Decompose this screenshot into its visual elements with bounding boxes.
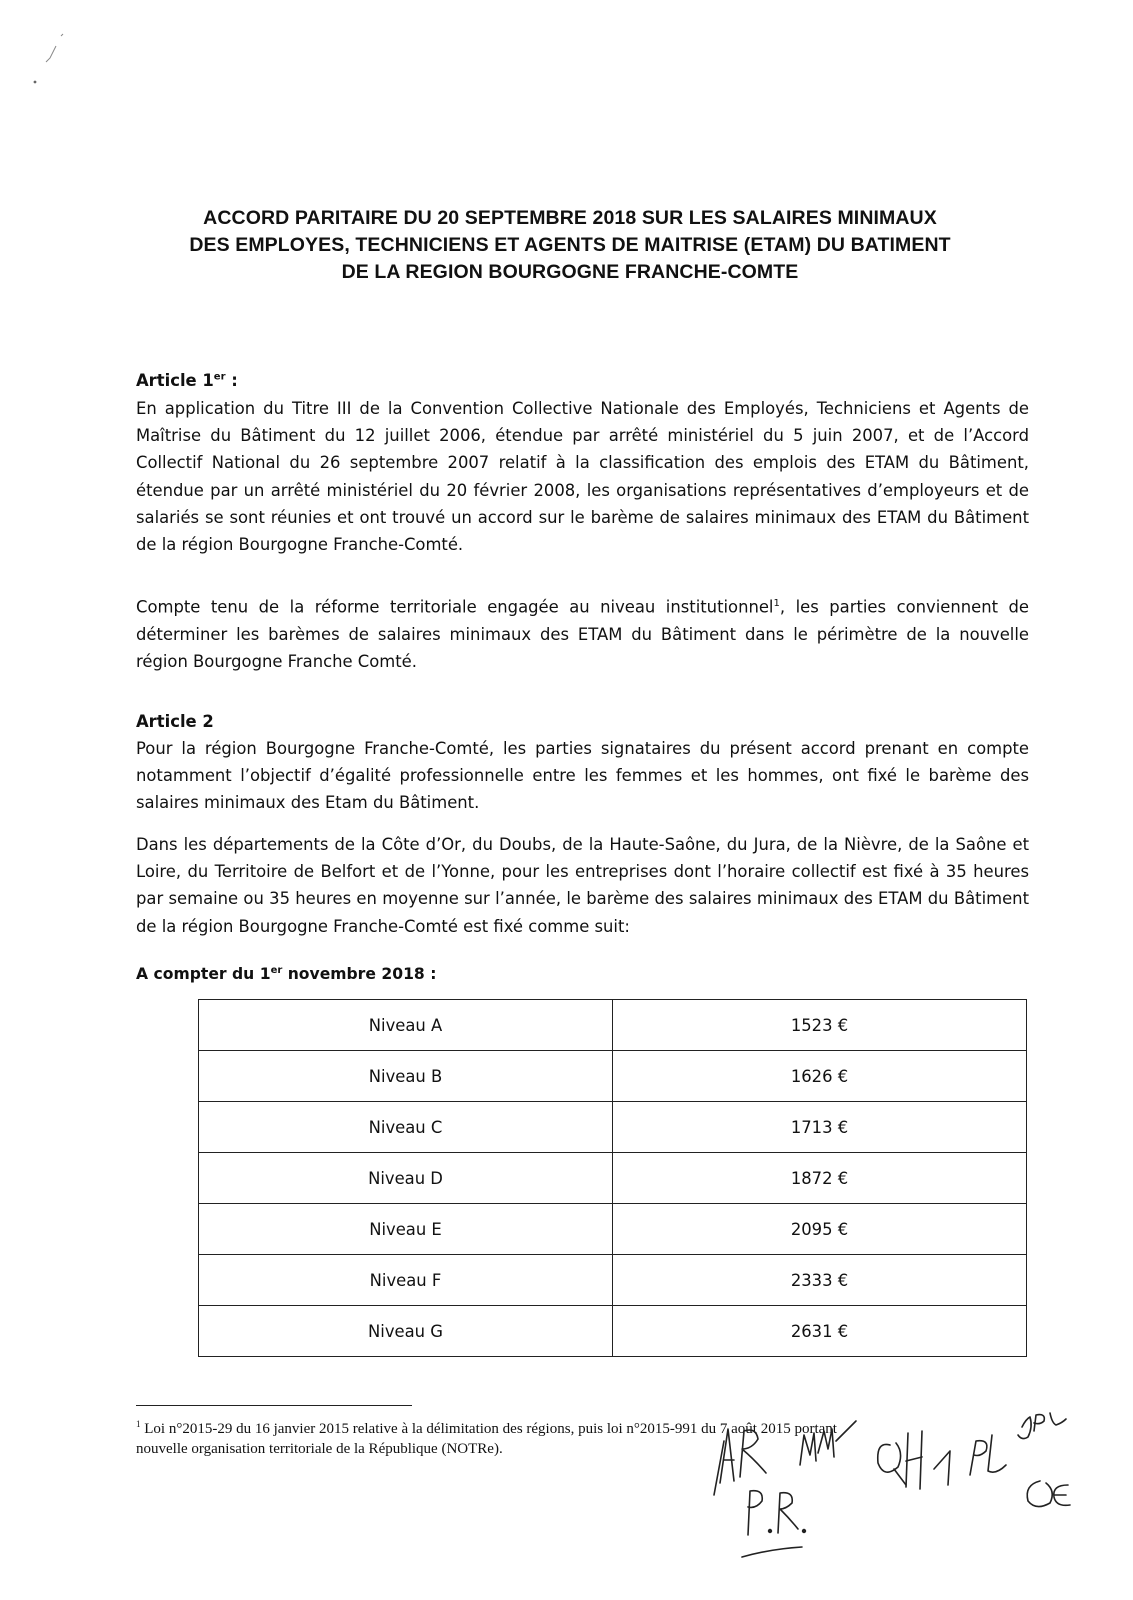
level-cell: Niveau C bbox=[199, 1102, 613, 1153]
footnote-reference[interactable]: 1 bbox=[773, 598, 780, 609]
document-title bbox=[120, 205, 1020, 286]
amount-cell: 2333 € bbox=[613, 1255, 1027, 1306]
article-1-paragraph-1: En application du Titre III de la Convention Collective Nationale des Employés, Techniciens et Agents de Maîtrise du Bâtiment du 12 juillet 2006, étendue par arrêté ministériel du 5 juin 2007, et de l’Accord Collectif National du 26 septembre 2007 relatif à la classification des emplois des ETAM du Bâtiment, étendue par un arrêté ministériel du 20 février 2008, les organisations représentatives d’employeurs et de salariés se sont réunies et ont trouvé un accord sur le barème de salaires minimaux des ETAM du Bâtiment de la région Bourgogne Franche-Comté. bbox=[136, 399, 1029, 555]
level-cell: Niveau E bbox=[199, 1204, 613, 1255]
amount-cell: 2631 € bbox=[613, 1306, 1027, 1357]
amount-cell: 2095 € bbox=[613, 1204, 1027, 1255]
level-cell: Niveau G bbox=[199, 1306, 613, 1357]
scan-mark bbox=[28, 30, 68, 90]
footnote-line: $^1$ Loi n°2015-29 du 16 janvier 2015 relative à la délimitation des régions, puis loi n°2015-991 du 7 août 2015 portant bbox=[136, 1419, 837, 1437]
title-line: DE LA REGION BOURGOGNE FRANCHE-COMTE bbox=[341, 261, 799, 283]
table-row bbox=[199, 1153, 1027, 1204]
table-row bbox=[199, 1102, 1027, 1153]
level-cell: Niveau A bbox=[199, 1000, 613, 1051]
effective-date-heading: A compter du 1er novembre 2018 : bbox=[136, 964, 437, 983]
article-2-heading: Article 2 bbox=[136, 712, 214, 731]
level-cell: Niveau D bbox=[199, 1153, 613, 1204]
level-cell: Niveau F bbox=[199, 1255, 613, 1306]
article-2-paragraph-2: Dans les départements de la Côte d’Or, du Doubs, de la Haute-Saône, du Jura, de la Nièvre, de la Saône et Loire, du Territoire de Belfort et de l’Yonne, pour les entreprises dont l’horaire collectif est fixé à 35 heures par semaine ou 35 heures en moyenne sur l’année, le barème des salaires minimaux des ETAM du Bâtiment de la région Bourgogne Franche-Comté est fixé comme suit: bbox=[136, 835, 1029, 936]
title-line: DES EMPLOYES, TECHNICIENS ET AGENTS DE MAITRISE (ETAM) DU BATIMENT bbox=[189, 234, 951, 256]
level-cell: Niveau B bbox=[199, 1051, 613, 1102]
footnote-line: nouvelle organisation territoriale de la République (NOTRe). bbox=[136, 1441, 503, 1457]
amount-cell: 1713 € bbox=[613, 1102, 1027, 1153]
table-row bbox=[199, 1306, 1027, 1357]
table-row bbox=[199, 1204, 1027, 1255]
table-row bbox=[199, 1000, 1027, 1051]
article-2-paragraph-1: Pour la région Bourgogne Franche-Comté, les parties signataires du présent accord prenant en compte notamment l’objectif d’égalité professionnelle entre les femmes et les hommes, ont fixé le barème des salaires minimaux des Etam du Bâtiment. bbox=[136, 739, 1029, 813]
amount-cell: 1523 € bbox=[613, 1000, 1027, 1051]
amount-cell: 1626 € bbox=[613, 1051, 1027, 1102]
table-row bbox=[199, 1255, 1027, 1306]
article-1-paragraph-2: Compte tenu de la réforme territoriale engagée au niveau institutionnel$^1$, les parties conviennent de déterminer les barèmes de salaires minimaux des ETAM du Bâtiment dans le périmètre de la nouvelle région Bourgogne Franche Comté. bbox=[136, 597, 1029, 671]
handwritten-initials bbox=[700, 1405, 1100, 1595]
title-line: ACCORD PARITAIRE DU 20 SEPTEMBRE 2018 SUR LES SALAIRES MINIMAUX bbox=[203, 207, 937, 229]
salary-table bbox=[198, 999, 1027, 1357]
footnote-divider bbox=[136, 1405, 412, 1406]
amount-cell: 1872 € bbox=[613, 1153, 1027, 1204]
table-row bbox=[199, 1051, 1027, 1102]
article-1-heading: Article 1er : bbox=[136, 371, 238, 390]
